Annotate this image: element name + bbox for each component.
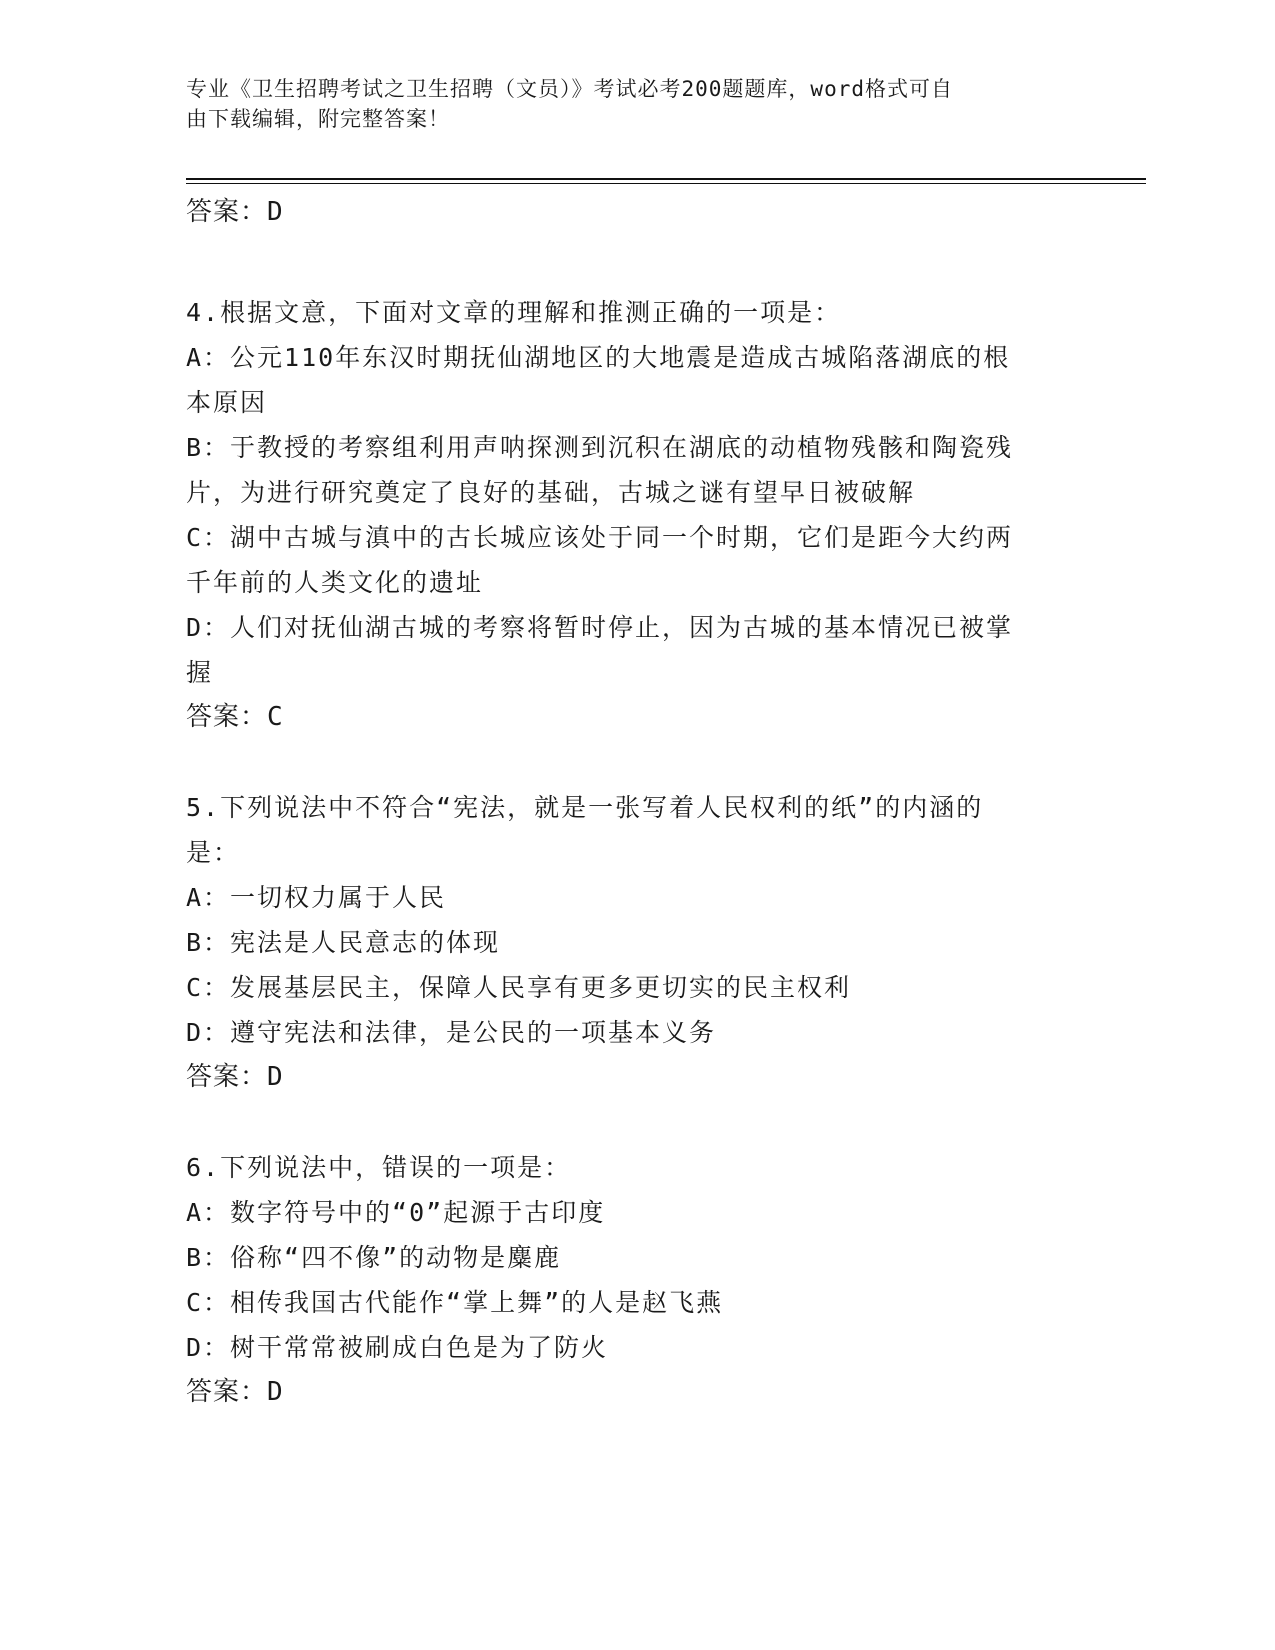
option-b-line-1: B：于教授的考察组利用声呐探测到沉积在湖底的动植物残骸和陶瓷残	[186, 433, 1014, 462]
option-c: C：相传我国古代能作“掌上舞”的人是赵飞燕	[186, 1288, 724, 1317]
page-header-note	[186, 74, 1066, 134]
answer-line	[186, 190, 1086, 234]
header-line-1: 专业《卫生招聘考试之卫生招聘（文员）》考试必考200题题库，word格式可自	[186, 77, 953, 101]
question-stem-line-1: 5.下列说法中不符合“宪法，就是一张写着人民权利的纸”的内涵的	[186, 793, 984, 822]
header-divider-thick	[186, 178, 1146, 180]
answer-label: 答案：	[186, 702, 268, 732]
answer-line	[186, 1370, 1086, 1414]
question-stem-line-2: 是：	[186, 838, 241, 867]
option-c-line-2: 千年前的人类文化的遗址	[186, 568, 484, 597]
option-b: B：俗称“四不像”的动物是麋鹿	[186, 1243, 562, 1272]
question-stem: 4.根据文意，下面对文章的理解和推测正确的一项是：	[186, 298, 842, 327]
option-a-line-2: 本原因	[186, 388, 268, 417]
option-b-line-2: 片，为进行研究奠定了良好的基础，古城之谜有望早日被破解	[186, 478, 916, 507]
option-c: C：发展基层民主，保障人民享有更多更切实的民主权利	[186, 973, 852, 1002]
option-a: A：一切权力属于人民	[186, 883, 447, 912]
question-stem: 6.下列说法中，错误的一项是：	[186, 1153, 572, 1182]
spacer	[186, 234, 1086, 290]
question-block-6	[186, 1145, 1086, 1414]
spacer	[186, 1099, 1086, 1145]
answer-label: 答案：	[186, 197, 268, 227]
answer-key: D	[267, 1062, 284, 1092]
option-d-line-1: D：人们对抚仙湖古城的考察将暂时停止，因为古城的基本情况已被掌	[186, 613, 1014, 642]
header-line-2: 由下载编辑，附完整答案！	[186, 107, 450, 131]
answer-line	[186, 695, 1086, 739]
header-divider-thin	[186, 183, 1146, 184]
option-a: A：数字符号中的“0”起源于古印度	[186, 1198, 606, 1227]
question-block-5	[186, 785, 1086, 1099]
answer-line	[186, 1055, 1086, 1099]
answer-label: 答案：	[186, 1062, 268, 1092]
option-d: D：遵守宪法和法律，是公民的一项基本义务	[186, 1018, 717, 1047]
option-b: B：宪法是人民意志的体现	[186, 928, 501, 957]
answer-key: D	[267, 1377, 284, 1407]
option-d: D：树干常常被刷成白色是为了防火	[186, 1333, 609, 1362]
answer-key: C	[267, 702, 284, 732]
option-a-line-1: A：公元110年东汉时期抚仙湖地区的大地震是造成古城陷落湖底的根	[186, 343, 1011, 372]
question-list	[186, 190, 1086, 1414]
answer-label: 答案：	[186, 1377, 268, 1407]
spacer	[186, 739, 1086, 785]
option-c-line-1: C：湖中古城与滇中的古长城应该处于同一个时期，它们是距今大约两	[186, 523, 1014, 552]
option-d-line-2: 握	[186, 658, 214, 687]
question-block-4	[186, 290, 1086, 739]
answer-key: D	[267, 197, 284, 227]
